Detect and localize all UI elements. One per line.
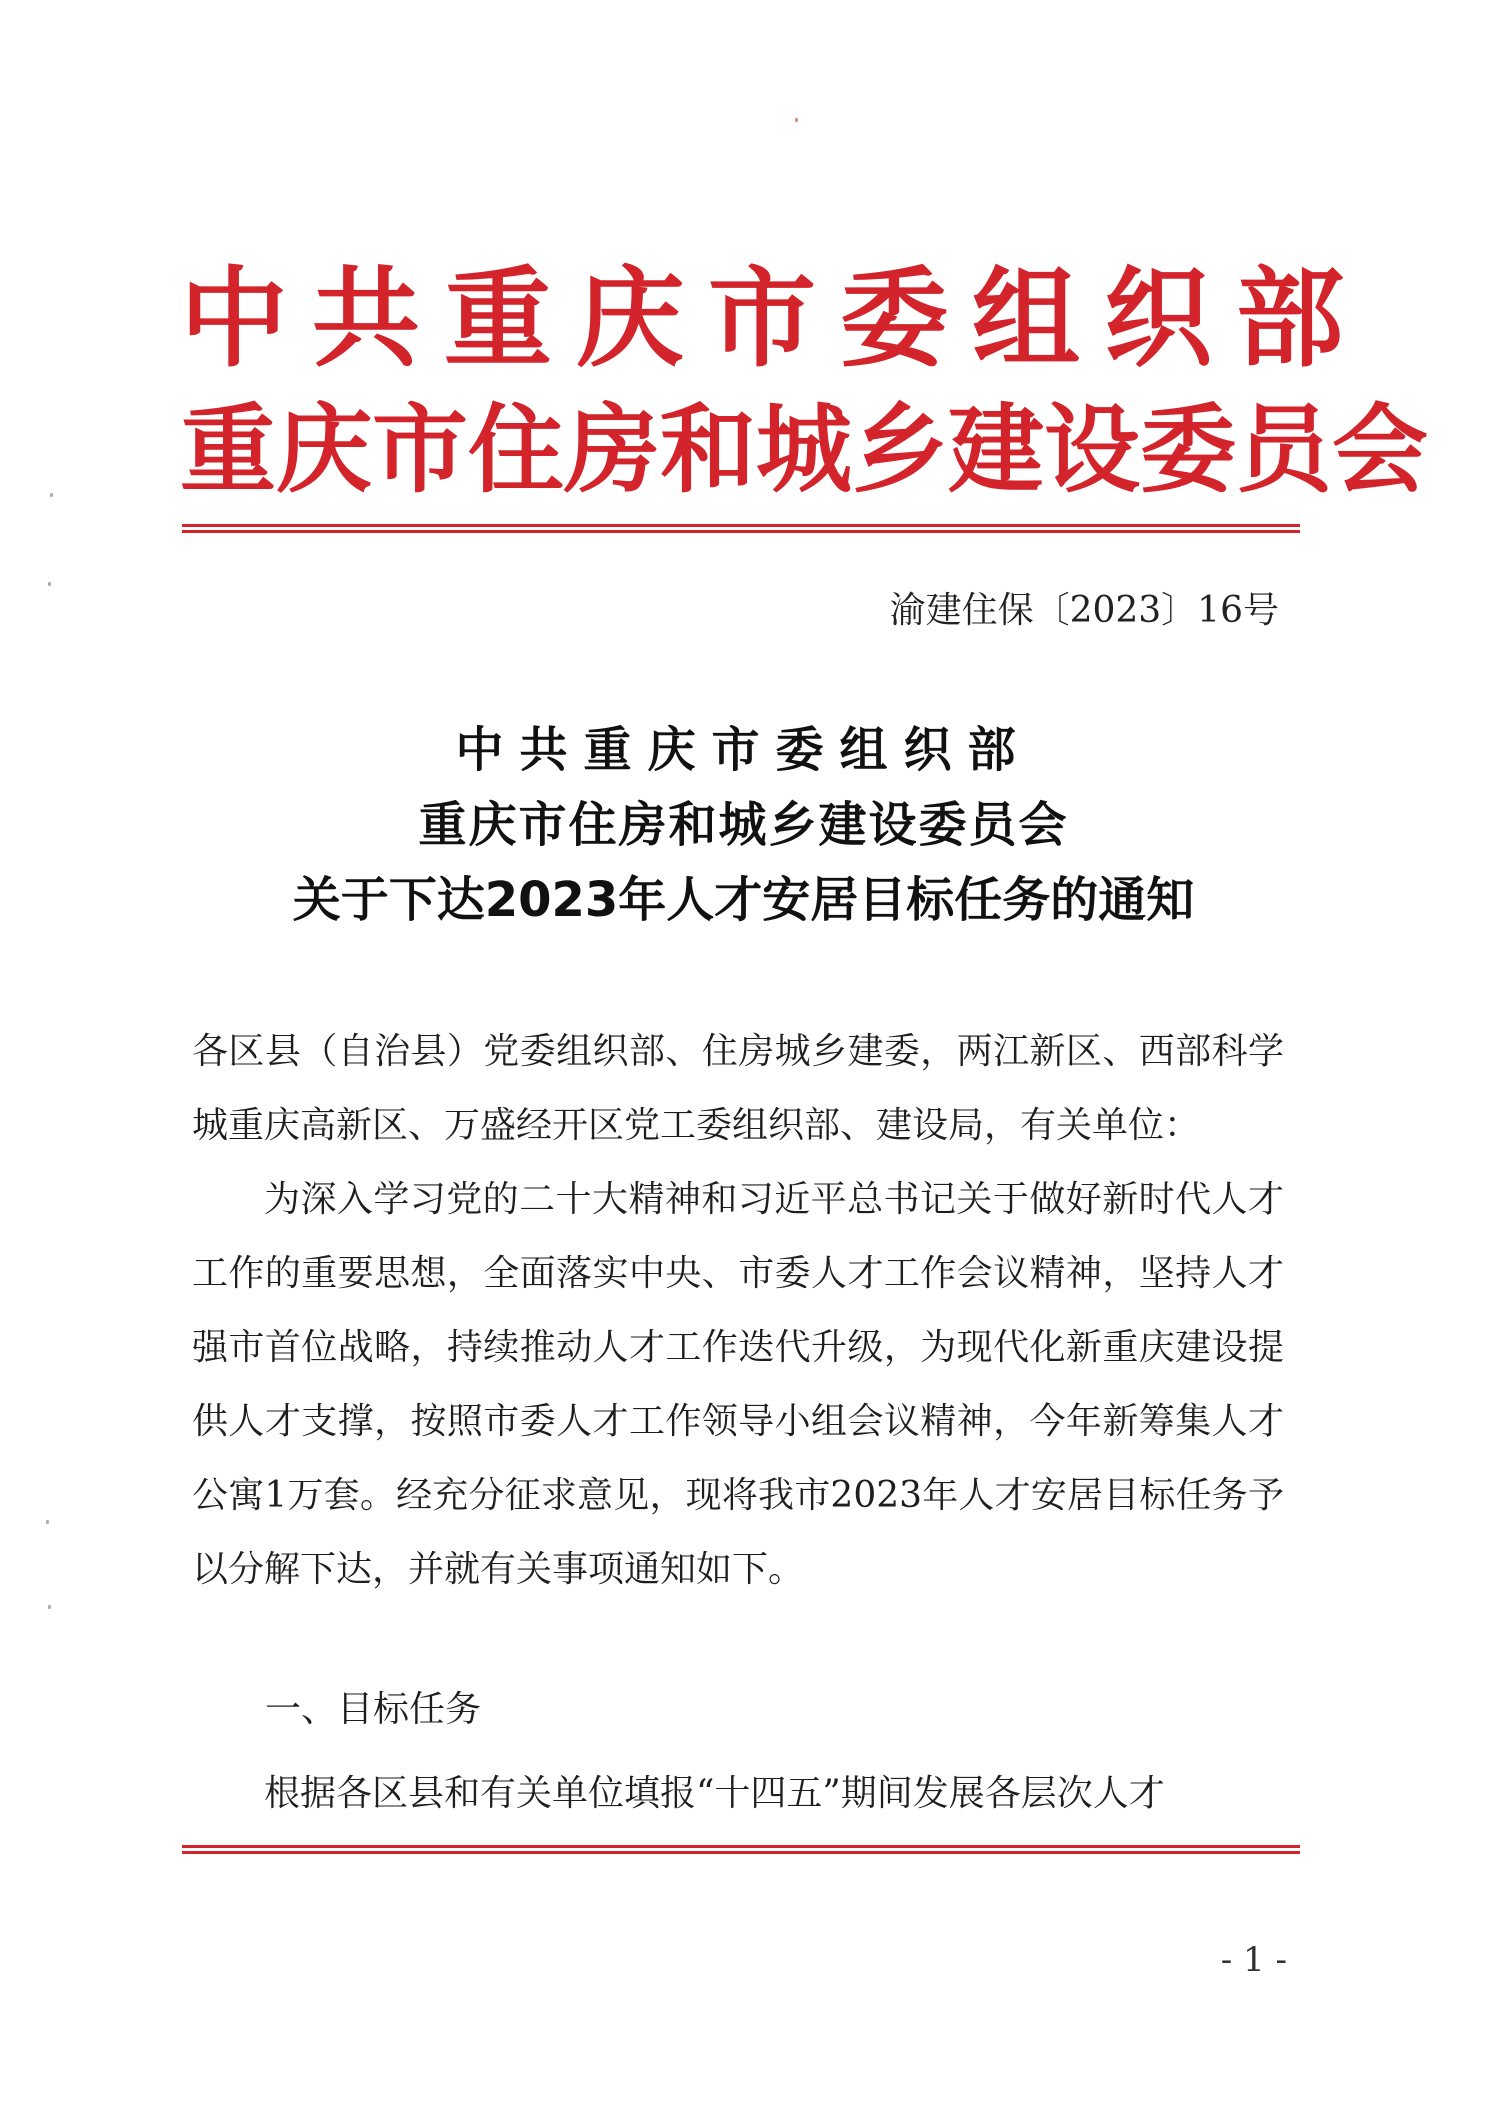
title-line-2: 重庆市住房和城乡建设委员会 — [418, 797, 1069, 853]
scan-speck — [48, 1605, 51, 1609]
masthead-line-2: 重庆市住房和城乡建设委员会 — [180, 394, 1428, 506]
masthead-red-divider — [182, 524, 1300, 533]
body-paragraph-2: 根据各区县和有关单位填报“十四五”期间发展各层次人才 — [264, 1773, 1165, 1814]
section-heading-target-tasks: 一、目标任务 — [265, 1689, 482, 1730]
footer-red-divider — [182, 1845, 1300, 1854]
scan-speck — [46, 1520, 49, 1524]
title-line-1: 中共重庆市委组织部 — [455, 722, 1032, 778]
addressee-paragraph: 各区县（自治县）党委组织部、住房城乡建委，两江新区、西部科学城重庆高新区、万盛经开区党工委组织部、建设局，有关单位： — [192, 1031, 1284, 1146]
page-number: - 1 - — [1220, 1940, 1287, 1980]
scan-speck — [50, 493, 53, 497]
body-paragraph-1: 为深入学习党的二十大精神和习近平总书记关于做好新时代人才工作的重要思想，全面落实中央、市委人才工作会议精神，坚持人才强市首位战略，持续推动人才工作迭代升级，为现代化新重庆建设提供人才支撑，按照市委人才工作领导小组会议精神，今年新筹集人才公寓1万套。经充分征求意见，现将我市2023年人才安居目标任务予以分解下达，并就有关事项通知如下。 — [192, 1179, 1284, 1590]
scan-speck — [795, 118, 798, 122]
document-number: 渝建住保〔2023〕16号 — [889, 590, 1279, 631]
title-line-3: 关于下达2023年人才安居目标任务的通知 — [292, 872, 1195, 928]
scan-speck — [48, 582, 51, 586]
masthead-line-1: 中共重庆市委组织部 — [180, 257, 1369, 382]
